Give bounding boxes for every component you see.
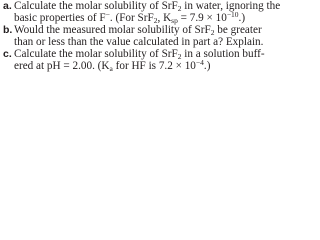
problem-item-a	[0, 1, 305, 25]
item-label-a: a.	[3, 0, 12, 12]
item-c-line-2: ered at pH = 2.00. ($K_a$ for HF is $7.2 \times 10^{-4}$.)	[14, 57, 211, 73]
item-label-c: c.	[3, 47, 12, 60]
item-label-b: b.	[3, 23, 13, 36]
item-a-line-2: basic properties of F−. (For SrF$_2$, $K_{sp} = 7.9 \times 10^{-10}$.)	[14, 9, 246, 25]
item-b-line-2: than or less than the value calculated in part a? Explain.	[14, 35, 264, 48]
problem-item-b	[0, 25, 305, 49]
problem-list	[0, 0, 305, 72]
item-b-line-1: Would the measured molar solubility of SrF$_2$ be greater	[14, 23, 262, 37]
item-a-line-1: Calculate the molar solubility of SrF$_2$ in water, ignoring the	[14, 0, 281, 13]
item-c-line-1: Calculate the molar solubility of SrF$_2$ in a solution buff-	[14, 47, 265, 61]
problem-item-c	[0, 49, 305, 73]
